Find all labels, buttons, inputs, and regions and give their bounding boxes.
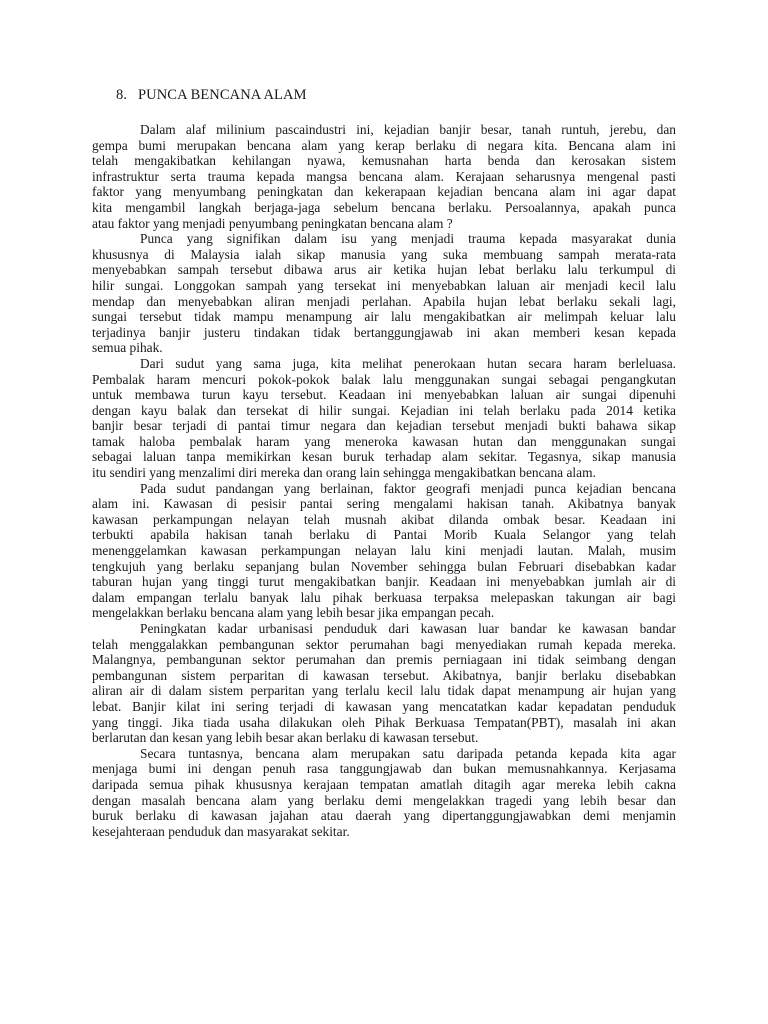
text-line: menjaga bumi ini dengan penuh rasa tanggungjawab dan bukan memusnahkannya. Kerjasama [92,761,676,777]
text-line: Punca yang signifikan dalam isu yang menjadi trauma kepada masyarakat dunia [140,231,676,247]
paragraph [92,356,676,481]
text-line: lebat. Banjir kilat ini sering terjadi di kawasan yang mencatatkan kadar kepadatan penduduk [92,698,676,714]
text-line: pembangunan sistem perparitan di kawasan tersebut. Akibatnya, banjir berlaku disebabkan [92,667,676,683]
text-line: kesejahteraan penduduk dan masyarakat sekitar. [92,823,350,839]
text-line: gempa bumi merupakan bencana alam yang kerap berlaku di negara kita. Bencana alam ini [92,137,676,153]
paragraph [92,621,676,746]
text-line: itu sendiri yang menzalimi diri mereka dan orang lain sehingga mengakibatkan bencana alam. [92,465,596,481]
text-line: tengkujuh yang berlaku sepanjang bulan November sehingga bulan Februari disebabkan kadar [92,558,676,574]
text-line: Dari sudut yang sama juga, kita melihat penerokaan hutan secara haram berleluasa. [140,355,676,371]
text-line: kawasan perkampungan nelayan telah musnah akibat dilanda ombak besar. Keadaan ini [92,511,676,527]
text-line: tamak haloba pembalak haram yang meneroka kawasan hutan dan menggunakan sungai [92,433,676,449]
text-line: kita mengambil langkah berjaga-jaga sebelum bencana berlaku. Persoalannya, apakah punca [92,199,676,215]
text-line: terbukti apabila hakisan tanah berlaku di Pantai Morib Kuala Selangor yang telah [92,527,676,543]
text-line: sungai tersebut tidak mampu menampung air lalu mengakibatkan air melimpah keluar lalu [92,309,676,325]
text-line: Malangnya, pembangunan sektor perumahan dan premis perniagaan ini tidak seimbang dengan [92,652,676,668]
text-line: terjadinya banjir justeru tindakan tidak bertanggungjawab ini akan memberi kesan kepada [92,324,676,340]
text-line: alam ini. Kawasan di pesisir pantai sering mengalami hakisan tanah. Akibatnya banyak [92,496,676,512]
text-line: Pembalak haram mencuri pokok-pokok balak lalu menggunakan sungai sebagai pengangkutan [92,371,676,387]
text-line: infrastruktur serta trauma kepada mangsa bencana alam. Kerajaan seharusnya mengenal pasti [92,168,676,184]
text-line: yang tinggi. Jika tiada usaha dilakukan oleh Pihak Berkuasa Tempatan(PBT), masalah ini akan [92,714,676,730]
section-number: 8. [116,87,128,103]
text-line: hilir sungai. Longgokan sampah yang tersekat ini menyebabkan laluan air menjadi kecil lalu [92,277,676,293]
text-line: menyebabkan sampah tersebut dibawa arus air ketika hujan lebat berlaku lalu terkumpul di [92,262,676,278]
text-line: taburan hujan yang tinggi turut mengakibatkan banjir. Keadaan ini menyebabkan jumlah air di [92,574,676,590]
essay-body [92,122,676,839]
text-line: Peningkatan kadar urbanisasi penduduk dari kawasan luar bandar ke kawasan bandar [140,621,676,636]
text-line: dalam empangan terlalu banyak lalu pihak berkuasa terpaksa melepaskan takungan air bagi [92,589,676,605]
text-line: mendap dan menyebabkan aliran menjadi perlahan. Apabila hujan lebat berlaku sekali lagi, [92,293,676,309]
text-line: telah mengakibatkan kehilangan nyawa, kemusnahan harta benda dan kerosakan sistem [92,153,676,169]
text-line: aliran air di dalam sistem perparitan yang terlalu kecil lalu tidak dapat menampung air hujan yang [92,683,676,699]
text-line: Pada sudut pandangan yang berlainan, faktor geografi menjadi punca kejadian bencana [140,480,676,496]
text-line: faktor yang menyumbang peningkatan dan kekerapaan kejadian bencana alam ini agar dapat [92,184,676,200]
text-line: telah menggalakkan pembangunan sektor perumahan bagi menyediakan rumah kepada mereka. [92,636,676,652]
text-line: khususnya di Malaysia ialah sikap manusia yang suka membuang sampah merata-rata [92,246,676,262]
text-line: semua pihak. [92,340,163,356]
text-line: untuk membawa turun kayu tersebut. Keadaan ini menyebabkan laluan air sungai dipenuhi [92,387,676,403]
paragraph [92,746,676,840]
paragraph [92,481,676,621]
paragraph [92,231,676,356]
text-line: Secara tuntasnya, bencana alam merupakan satu daripada petanda kepada kita agar [140,745,676,761]
paragraph [92,122,676,231]
text-line: daripada semua pihak khususnya kerajaan tempatan amatlah ditagih agar mereka lebih cakna [92,776,676,792]
document-page [92,86,676,839]
text-line: banjir besar terjadi di pantai timur negara dan kejadian tersebut menjadi bukti bahawa sikap [92,418,676,434]
text-line: buruk berlaku di kawasan jajahan atau daerah yang dipertanggungjawabkan demi menjamin [92,808,676,824]
text-line: sebagai laluan tanpa memikirkan kesan buruk terhadap alam sekitar. Tegasnya, sikap manusia [92,449,676,465]
text-line: berlarutan dan kesan yang lebih besar akan berlaku di kawasan tersebut. [92,730,479,746]
text-line: Dalam alaf milinium pascaindustri ini, kejadian banjir besar, tanah runtuh, jerebu, dan [140,122,676,137]
text-line: dengan kayu balak dan tersekat di hilir sungai. Kejadian ini telah berlaku pada 2014 ketika [92,402,676,418]
text-line: dengan masalah bencana alam yang berlaku demi mengelakkan tragedi yang lebih besar dan [92,792,676,808]
text-line: mengelakkan berlaku bencana alam yang lebih besar jika empangan pecah. [92,605,495,621]
text-line: atau faktor yang menjadi penyumbang peningkatan bencana alam ? [92,215,453,231]
text-line: menenggelamkan kawasan perkampungan nelayan lalu kini menjadi lautan. Malah, musim [92,543,676,559]
section-heading [116,86,676,104]
section-title: PUNCA BENCANA ALAM [138,87,307,103]
